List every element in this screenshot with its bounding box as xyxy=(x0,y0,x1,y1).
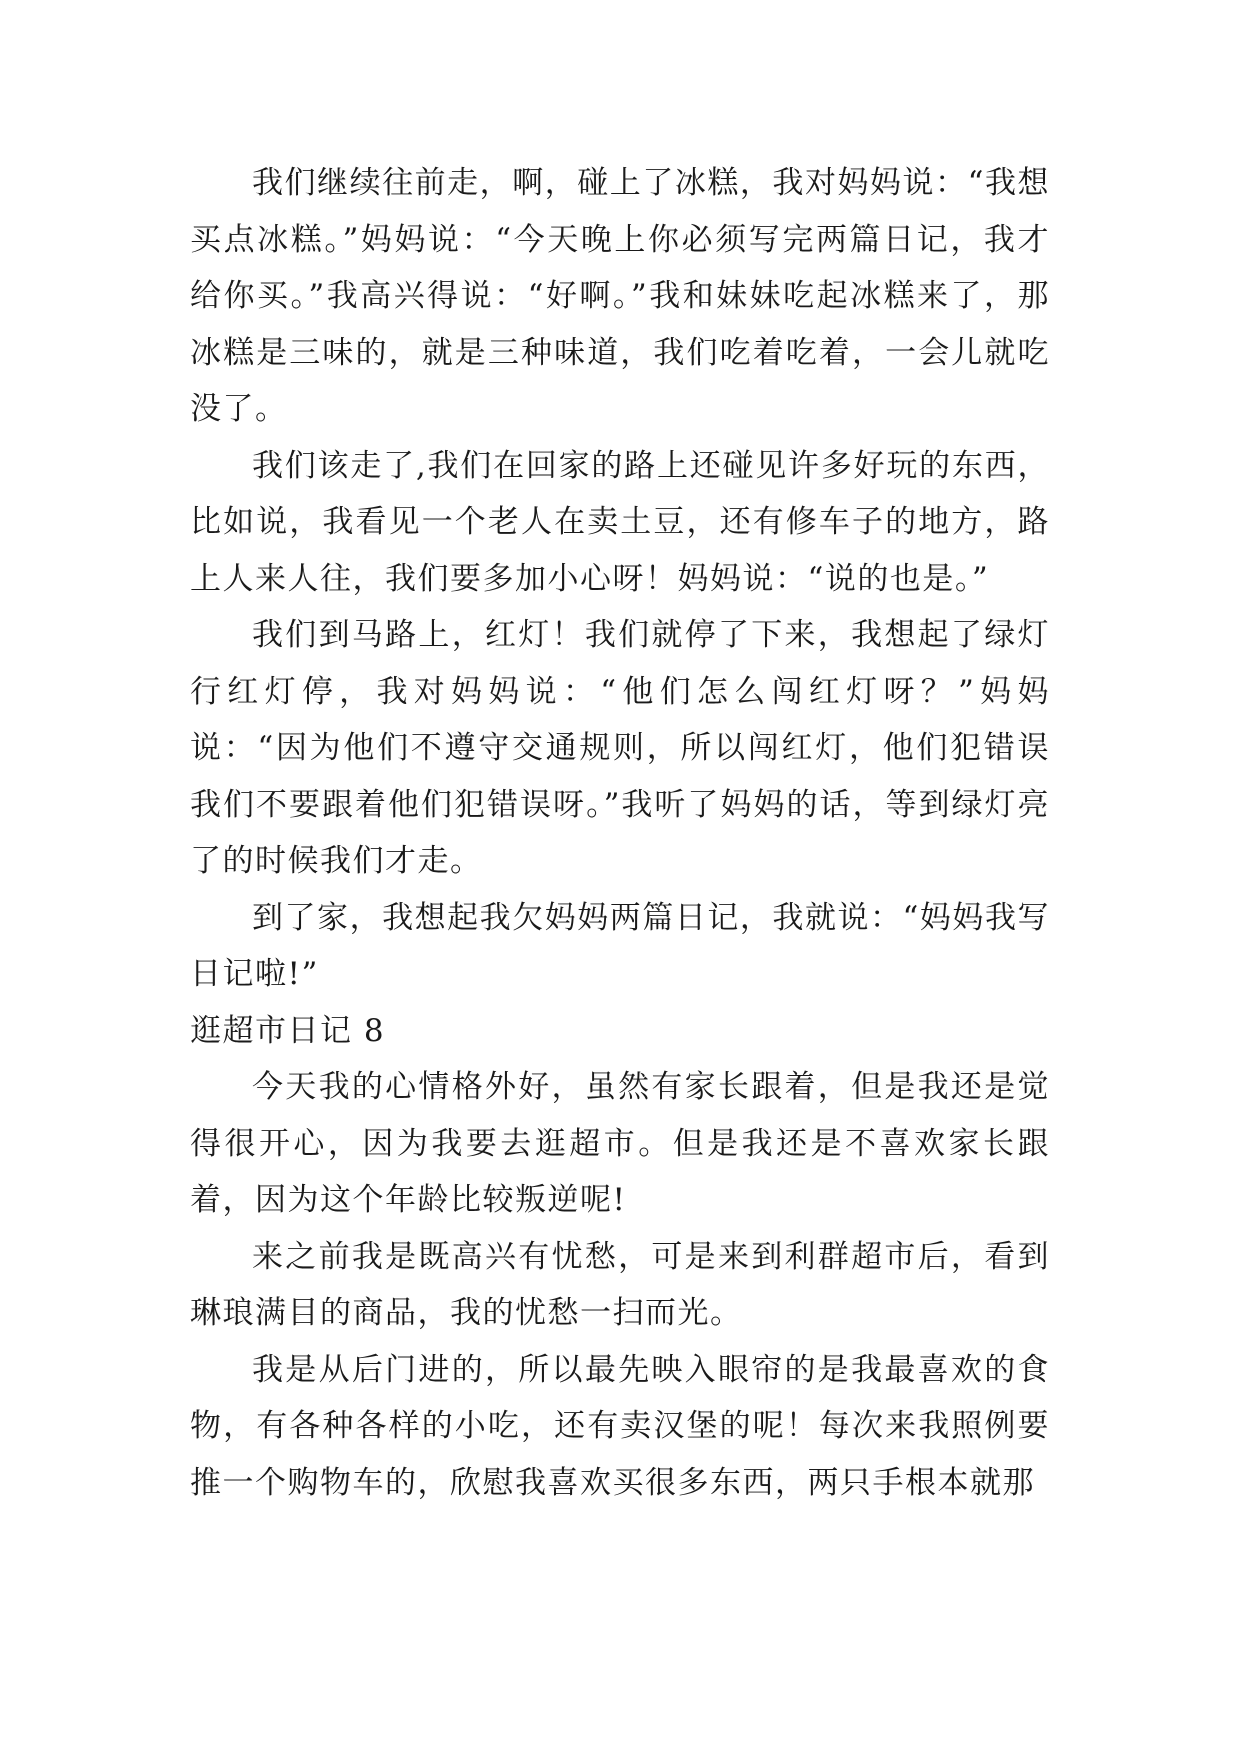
paragraph: 我们到马路上，红灯！我们就停了下来，我想起了绿灯行红灯停，我对妈妈说：“他们怎么闯红灯呀？”妈妈说：“因为他们不遵守交通规则，所以闯红灯，他们犯错误我们不要跟着他们犯错误呀。”我听了妈妈的话，等到绿灯亮了的时候我们才走。 xyxy=(190,617,1050,879)
section-title: 逛超市日记 8 xyxy=(190,1012,386,1049)
paragraph: 我们继续往前走，啊，碰上了冰糕，我对妈妈说：“我想买点冰糕。”妈妈说：“今天晚上你必须写完两篇日记，我才给你买。”我高兴得说：“好啊。”我和妹妹吃起冰糕来了，那冰糕是三味的，就是三种味道，我们吃着吃着，一会儿就吃没了。 xyxy=(190,165,1050,427)
paragraph: 我们该走了,我们在回家的路上还碰见许多好玩的东西，比如说，我看见一个老人在卖土豆，还有修车子的地方，路上人来人往，我们要多加小心呀！妈妈说：“说的也是。” xyxy=(190,447,1050,597)
paragraph: 今天我的心情格外好，虽然有家长跟着，但是我还是觉得很开心，因为我要去逛超市。但是我还是不喜欢家长跟着，因为这个年龄比较叛逆呢! xyxy=(190,1069,1050,1218)
paragraph: 到了家，我想起我欠妈妈两篇日记，我就说：“妈妈我写日记啦!” xyxy=(190,899,1050,992)
paragraph: 来之前我是既高兴有忧愁，可是来到利群超市后，看到琳琅满目的商品，我的忧愁一扫而光。 xyxy=(190,1238,1050,1331)
paragraph: 我是从后门进的，所以最先映入眼帘的是我最喜欢的食物，有各种各样的小吃，还有卖汉堡的呢！每次来我照例要推一个购物车的，欣慰我喜欢买很多东西，两只手根本就那 xyxy=(190,1351,1050,1501)
document-page xyxy=(190,155,1050,1511)
